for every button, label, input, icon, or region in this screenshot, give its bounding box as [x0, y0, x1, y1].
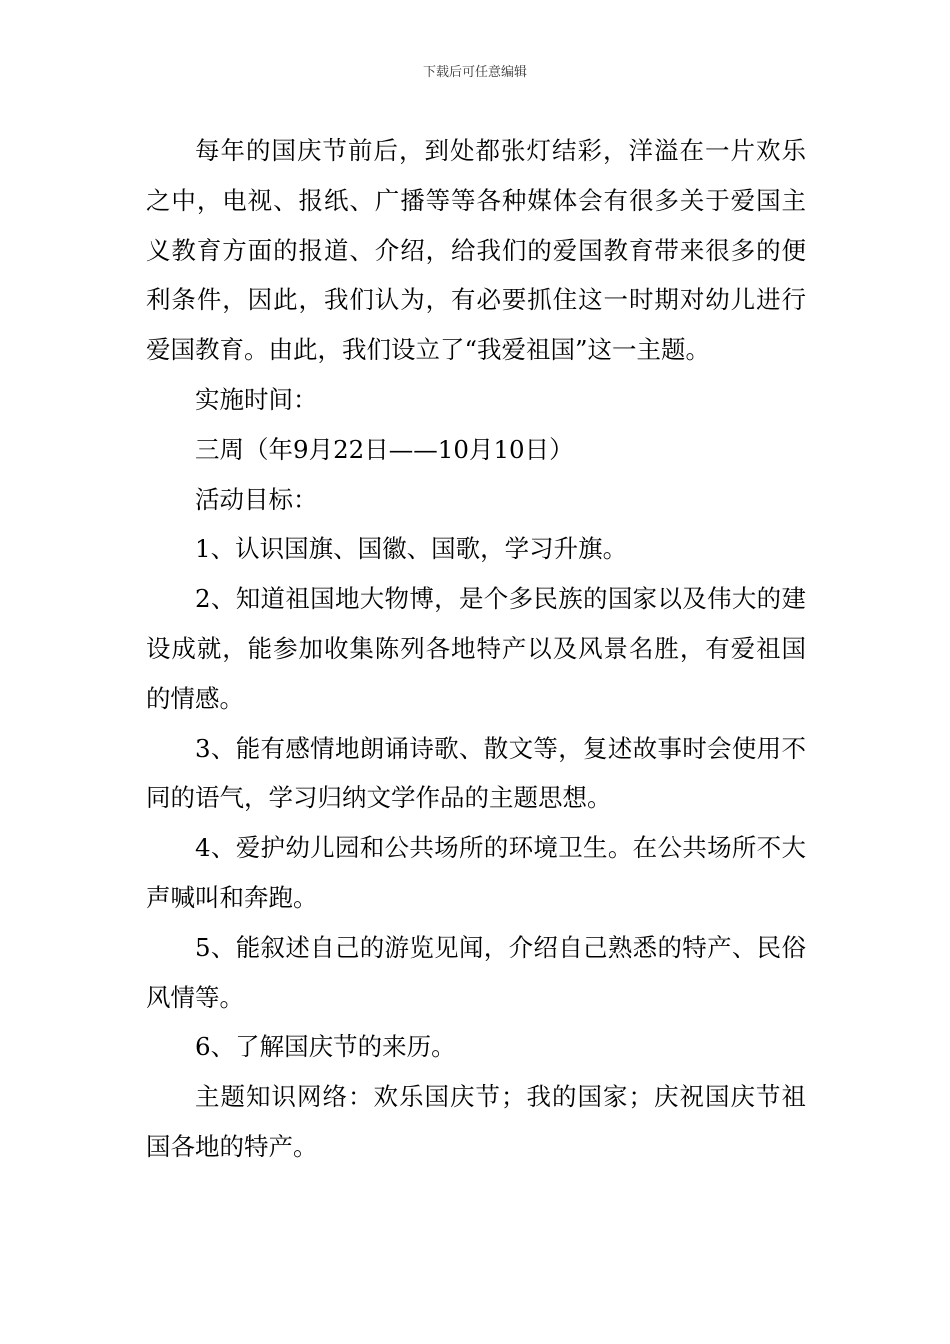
theme-knowledge-network: 主题知识网络：欢乐国庆节；我的国家；庆祝国庆节祖国各地的特产。	[146, 1082, 806, 1161]
document-body	[146, 126, 806, 1172]
page-header-note: 下载后可任意编辑	[422, 65, 527, 80]
goal-item-2: 2、知道祖国地大物博，是个多民族的国家以及伟大的建设成就，能参加收集陈列各地特产以及风景名胜，有爱祖国的情感。	[146, 584, 806, 713]
goal-item-6: 6、了解国庆节的来历。	[195, 1032, 456, 1062]
goal-item-5: 5、能叙述自己的游览见闻，介绍自己熟悉的特产、民俗风情等。	[146, 932, 806, 1012]
goal-item-1: 1、认识国旗、国徽、国歌，学习升旗。	[195, 534, 628, 564]
intro-paragraph: 每年的国庆节前后，到处都张灯结彩，洋溢在一片欢乐之中，电视、报纸、广播等等各种媒体会有很多关于爱国主义教育方面的报道、介绍，给我们的爱国教育带来很多的便利条件，因此，我们认为，有必要抓住这一时期对幼儿进行爱国教育。由此，我们设立了“我爱祖国”这一主题。	[146, 136, 806, 365]
implementation-time-heading: 实施时间：	[195, 384, 318, 414]
activity-goals-heading: 活动目标：	[195, 484, 318, 514]
implementation-duration: 三周（年9月22日——10月10日）	[195, 434, 574, 464]
goal-item-4: 4、爱护幼儿园和公共场所的环境卫生。在公共场所不大声喊叫和奔跑。	[146, 833, 806, 912]
goal-item-3: 3、能有感情地朗诵诗歌、散文等，复述故事时会使用不同的语气，学习归纳文学作品的主题思想。	[146, 733, 806, 813]
